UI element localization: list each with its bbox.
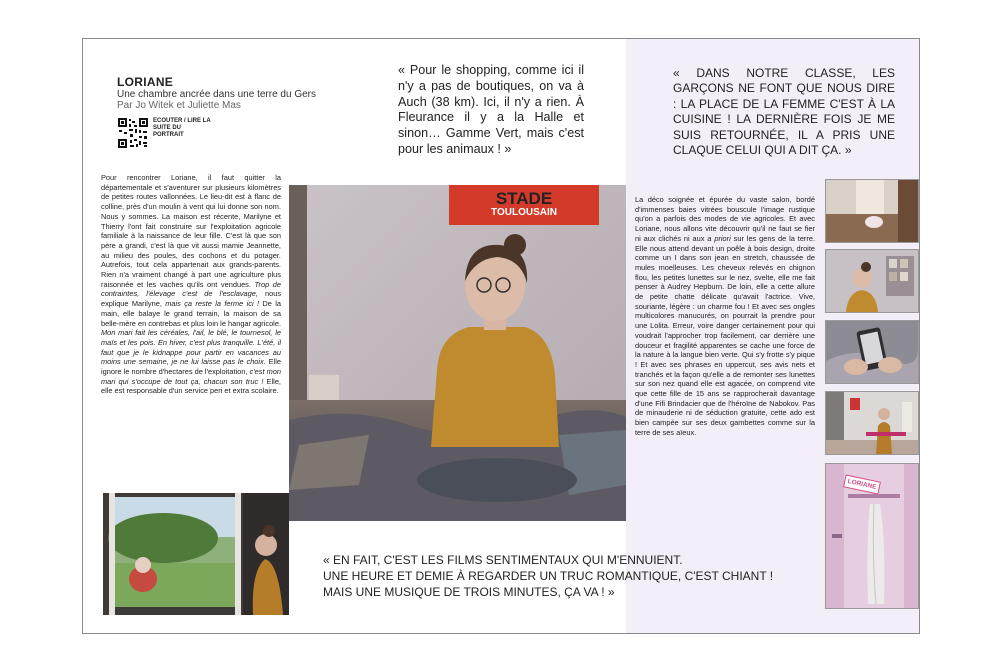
text-run: Elle ignore le nombre d'hectares de l'exploitation, xyxy=(101,357,281,377)
text-run: nous explique Marilyne, xyxy=(101,289,282,309)
quote-line: « EN FAIT, C'EST LES FILMS SENTIMENTAUX QUI M'ENNUIENT. xyxy=(323,553,683,567)
qr-code-icon[interactable] xyxy=(117,117,149,149)
quote-line: UNE HEURE ET DEMIE À REGARDER UN TRUC ROMANTIQUE, C'EST CHIANT ! xyxy=(323,569,774,583)
text-run-italic: mais ça reste la ferme ici ! xyxy=(165,299,260,309)
magazine-spread xyxy=(82,38,920,634)
door-sign-text: LORIANE xyxy=(843,474,881,494)
pull-quote-classe: « DANS NOTRE CLASSE, LES GARÇONS NE FONT QUE NOUS DIRE : LA PLACE DE LA FEMME C'EST À LA CUISINE ! LA DERNIÈRE FOIS JE ME SUIS RETOURNÉE, IL A PRIS UNE CLAQUE CELUI QUI A DIT ÇA. » xyxy=(673,66,895,158)
thumbnail-phone-hands xyxy=(825,320,919,384)
text-run: De la main, elle balaye le grand terrain, la maison de sa belle-mère en contrebas et plus loin le hangar agricole. xyxy=(101,299,281,328)
photo-grandmother-window xyxy=(103,493,289,615)
article-byline: Par Jo Witek et Juliette Mas xyxy=(117,100,241,111)
pull-quote-shopping: « Pour le shopping, comme ici il n'y a pas de boutiques, on va à Auch (38 km). Ici, il n'y a rien. À Fleurance il y a la Halle et sinon… Gamme Vert, mais c'est pour les animaux ! » xyxy=(398,63,584,156)
banner-text-line1: STADE xyxy=(495,189,553,208)
article-title: LORIANE xyxy=(117,75,174,89)
quote-line: MAIS UNE MUSIQUE DE TROIS MINUTES, ÇA VA ! » xyxy=(323,585,615,599)
text-run-italic: a priori xyxy=(707,233,731,243)
text-run: sur les gens de la terre. Elle nous attend devant un poêle à bois design, droite comme un I dans son jean en stretch, chaussée de mules moelleuses. Les cheveux relevés en chignon flou, les petites lunettes sur le nez, svelte, elle me fait penser à Audrey Hepburn. De loin, elle a cette allure de petite chatte délicate qu'avait l'actrice. Vive, souriante, légère : un charme fou ! Et avec ses ongles multicolores manucurés, on pourrait la prendre pour une Lolita. Erreur, voire danger certainement pour qui voudrait l'approcher trop facilement, car derrière une douceur et fragilité apparentes se cache une force de la nature à la langue bien verte. Qui s'y frotte s'y pique ! Et avec ses phrases en uppercut, ses avis nets et tranchés et la façon qu'elle a de remonter ses lunettes sur son nez quand elle est agacée, on comprend vite que cette fille de 15 ans se rapprocherait davantage d'une Fifi Brindacier que de l'héroïne de Nabokov. Pas de minauderie ni de séduction gratuite, cette ado est bien campée sur ses deux gambettes comme sur la terre de ses aïeux. xyxy=(635,233,816,437)
text-run-italic: c'est mon mari qui s'occupe de tout ça, chacun son truc ! xyxy=(101,367,281,386)
article-column-1 xyxy=(101,173,281,396)
article-subtitle: Une chambre ancrée dans une terre du Gers xyxy=(117,89,316,100)
banner-text-line2: TOULOUSAIN xyxy=(491,207,557,218)
text-run: La déco soignée et épurée du vaste salon, bordé d'immenses baies vitrées bouscule l'image rustique qu'on a parfois des modes de vie agricoles. Et avec Loriane, nous allons vite découvrir qu'il ne faut se fier ni aux clichés ni aux xyxy=(635,195,815,243)
text-run-italic: Trop de contraintes, l'élevage c'est de l'esclavage, xyxy=(101,279,281,299)
thumbnail-room-cat xyxy=(825,179,919,243)
qr-label: ECOUTER / LIRE LA SUITE DU PORTRAIT xyxy=(153,118,211,138)
text-run-italic: Mon mari fait les céréales, l'ail, le blé, le tournesol, le maïs et les pois. En hiver, c'est plus tranquille. L'été, il faut que je le kidnappe pour partir en vacances au moins une semaine, je ne lui laisse pas le choix. xyxy=(101,328,281,367)
thumbnail-ironing xyxy=(825,391,919,455)
thumbnail-portrait-wall xyxy=(825,249,919,313)
pull-quote-films xyxy=(323,552,883,600)
text-run: Elle, elle est responsable d'un service peri et extra scolaire. xyxy=(101,376,281,396)
main-photo-loriane-bedroom xyxy=(289,185,626,521)
article-column-3 xyxy=(635,195,815,438)
text-run: Pour rencontrer Loriane, il faut quitter la départementale et s'aventurer sur plusieurs kilomètres de petites routes vallonnées. Le lieu-dit est à flanc de colline, près d'un moulin à vent qui lui donne son nom. Nous y sommes. La maison est récente, Marilyne et Thierry l'ont fait construire sur l'exploitation agricole familiale à la naissance de leur fille. C'est là que son père a grandi, c'est là que vit aussi mamie Jeannette, au milieu des poules, des cochons et du potager. Autrefois, tout cela appartenait aux grands-parents. Rien n'a vraiment changé à part une agriculture plus raisonnée et les vaches qu'ils ont vendues. xyxy=(101,173,281,289)
